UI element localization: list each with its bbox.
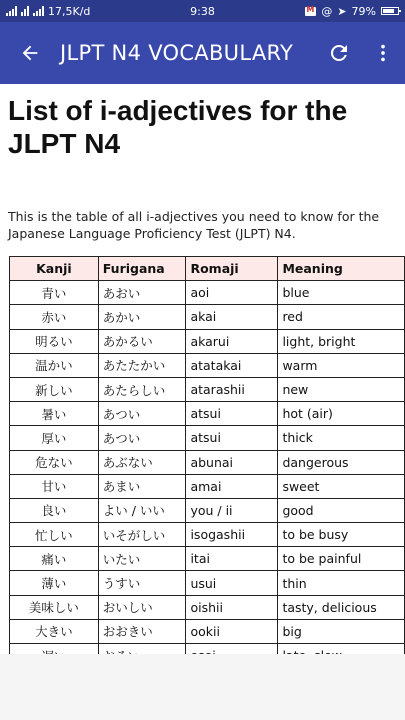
gmail-icon: [305, 7, 316, 16]
cell-romaji: ookii: [186, 619, 278, 643]
clock: 9:38: [190, 4, 215, 18]
status-bar: [0, 0, 405, 22]
cell-furigana: あかい: [98, 305, 186, 329]
cell-furigana: あつい: [98, 402, 186, 426]
cell-romaji: atatakai: [186, 353, 278, 377]
cell-meaning: warm: [278, 353, 405, 377]
table-header-row: [10, 257, 405, 281]
cell-romaji: akai: [186, 305, 278, 329]
table-row: [10, 305, 405, 329]
table-row: [10, 498, 405, 522]
refresh-button[interactable]: [317, 22, 361, 84]
cell-meaning: dangerous: [278, 450, 405, 474]
cell-furigana: よい / いい: [98, 498, 186, 522]
cell-meaning: blue: [278, 281, 405, 305]
cell-meaning: light, bright: [278, 329, 405, 353]
table-row: [10, 426, 405, 450]
cell-romaji: akarui: [186, 329, 278, 353]
cell-kanji: 暑い: [10, 402, 99, 426]
wifi-icon: [21, 6, 29, 16]
signal-icon: [6, 6, 17, 16]
vocab-table: [9, 256, 405, 668]
cell-meaning: thin: [278, 571, 405, 595]
cell-furigana: いそがしい: [98, 523, 186, 547]
cell-kanji: 明るい: [10, 329, 99, 353]
cell-furigana: あまい: [98, 474, 186, 498]
cell-romaji: usui: [186, 571, 278, 595]
battery-percent: 79%: [351, 4, 376, 18]
cell-furigana: あおい: [98, 281, 186, 305]
table-row: [10, 547, 405, 571]
cell-romaji: oishii: [186, 595, 278, 619]
cell-romaji: isogashii: [186, 523, 278, 547]
table-row: [10, 474, 405, 498]
cell-meaning: thick: [278, 426, 405, 450]
cell-kanji: 新しい: [10, 377, 99, 401]
back-arrow-icon: [19, 42, 41, 64]
battery-icon: [381, 7, 399, 15]
header-romaji: Romaji: [186, 257, 278, 281]
header-kanji: Kanji: [10, 257, 99, 281]
cell-kanji: 温かい: [10, 353, 99, 377]
cell-furigana: うすい: [98, 571, 186, 595]
cell-furigana: あつい: [98, 426, 186, 450]
bottom-area: [0, 654, 405, 720]
cell-meaning: good: [278, 498, 405, 522]
cell-romaji: amai: [186, 474, 278, 498]
header-furigana: Furigana: [98, 257, 186, 281]
cell-meaning: hot (air): [278, 402, 405, 426]
cell-furigana: あたらしい: [98, 377, 186, 401]
cell-meaning: to be busy: [278, 523, 405, 547]
cell-romaji: you / ii: [186, 498, 278, 522]
cell-furigana: あかるい: [98, 329, 186, 353]
app-bar: [0, 22, 405, 84]
at-icon: @: [321, 4, 333, 18]
cell-kanji: 甘い: [10, 474, 99, 498]
cell-furigana: おいしい: [98, 595, 186, 619]
back-button[interactable]: [0, 22, 60, 84]
network-speed: 17,5K/d: [48, 4, 91, 18]
page-title: List of i-adjectives for the JLPT N4: [8, 95, 348, 159]
table-row: [10, 450, 405, 474]
refresh-icon: [327, 41, 351, 65]
web-content[interactable]: [0, 84, 405, 654]
cell-kanji: 良い: [10, 498, 99, 522]
cell-furigana: あたたかい: [98, 353, 186, 377]
cell-meaning: big: [278, 619, 405, 643]
more-options-button[interactable]: [361, 22, 405, 84]
table-row: [10, 523, 405, 547]
table-row: [10, 402, 405, 426]
app-title: JLPT N4 VOCABULARY: [60, 41, 294, 65]
cell-romaji: abunai: [186, 450, 278, 474]
cell-romaji: atarashii: [186, 377, 278, 401]
cell-kanji: 痛い: [10, 547, 99, 571]
cell-kanji: 忙しい: [10, 523, 99, 547]
cell-romaji: itai: [186, 547, 278, 571]
cell-romaji: atsui: [186, 402, 278, 426]
cell-furigana: いたい: [98, 547, 186, 571]
table-row: [10, 377, 405, 401]
location-icon: ➤: [337, 4, 347, 18]
table-row: [10, 281, 405, 305]
cell-kanji: 大きい: [10, 619, 99, 643]
table-row: [10, 571, 405, 595]
cell-romaji: aoi: [186, 281, 278, 305]
cell-kanji: 危ない: [10, 450, 99, 474]
cell-meaning: tasty, delicious: [278, 595, 405, 619]
cell-meaning: to be painful: [278, 547, 405, 571]
header-meaning: Meaning: [278, 257, 405, 281]
table-row: [10, 329, 405, 353]
signal-icon-2: [33, 6, 44, 16]
cell-kanji: 赤い: [10, 305, 99, 329]
intro-text: This is the table of all i-adjectives you need to know for the Japanese Language Proficiency Test (JLPT) N4.: [8, 209, 380, 241]
table-row: [10, 619, 405, 643]
cell-kanji: 美味しい: [10, 595, 99, 619]
table-row: [10, 353, 405, 377]
cell-romaji: atsui: [186, 426, 278, 450]
cell-furigana: おおきい: [98, 619, 186, 643]
cell-kanji: 青い: [10, 281, 99, 305]
cell-furigana: あぶない: [98, 450, 186, 474]
more-vert-icon: [372, 42, 394, 64]
cell-kanji: 薄い: [10, 571, 99, 595]
cell-meaning: red: [278, 305, 405, 329]
table-row: [10, 595, 405, 619]
cell-meaning: sweet: [278, 474, 405, 498]
cell-meaning: new: [278, 377, 405, 401]
cell-kanji: 厚い: [10, 426, 99, 450]
